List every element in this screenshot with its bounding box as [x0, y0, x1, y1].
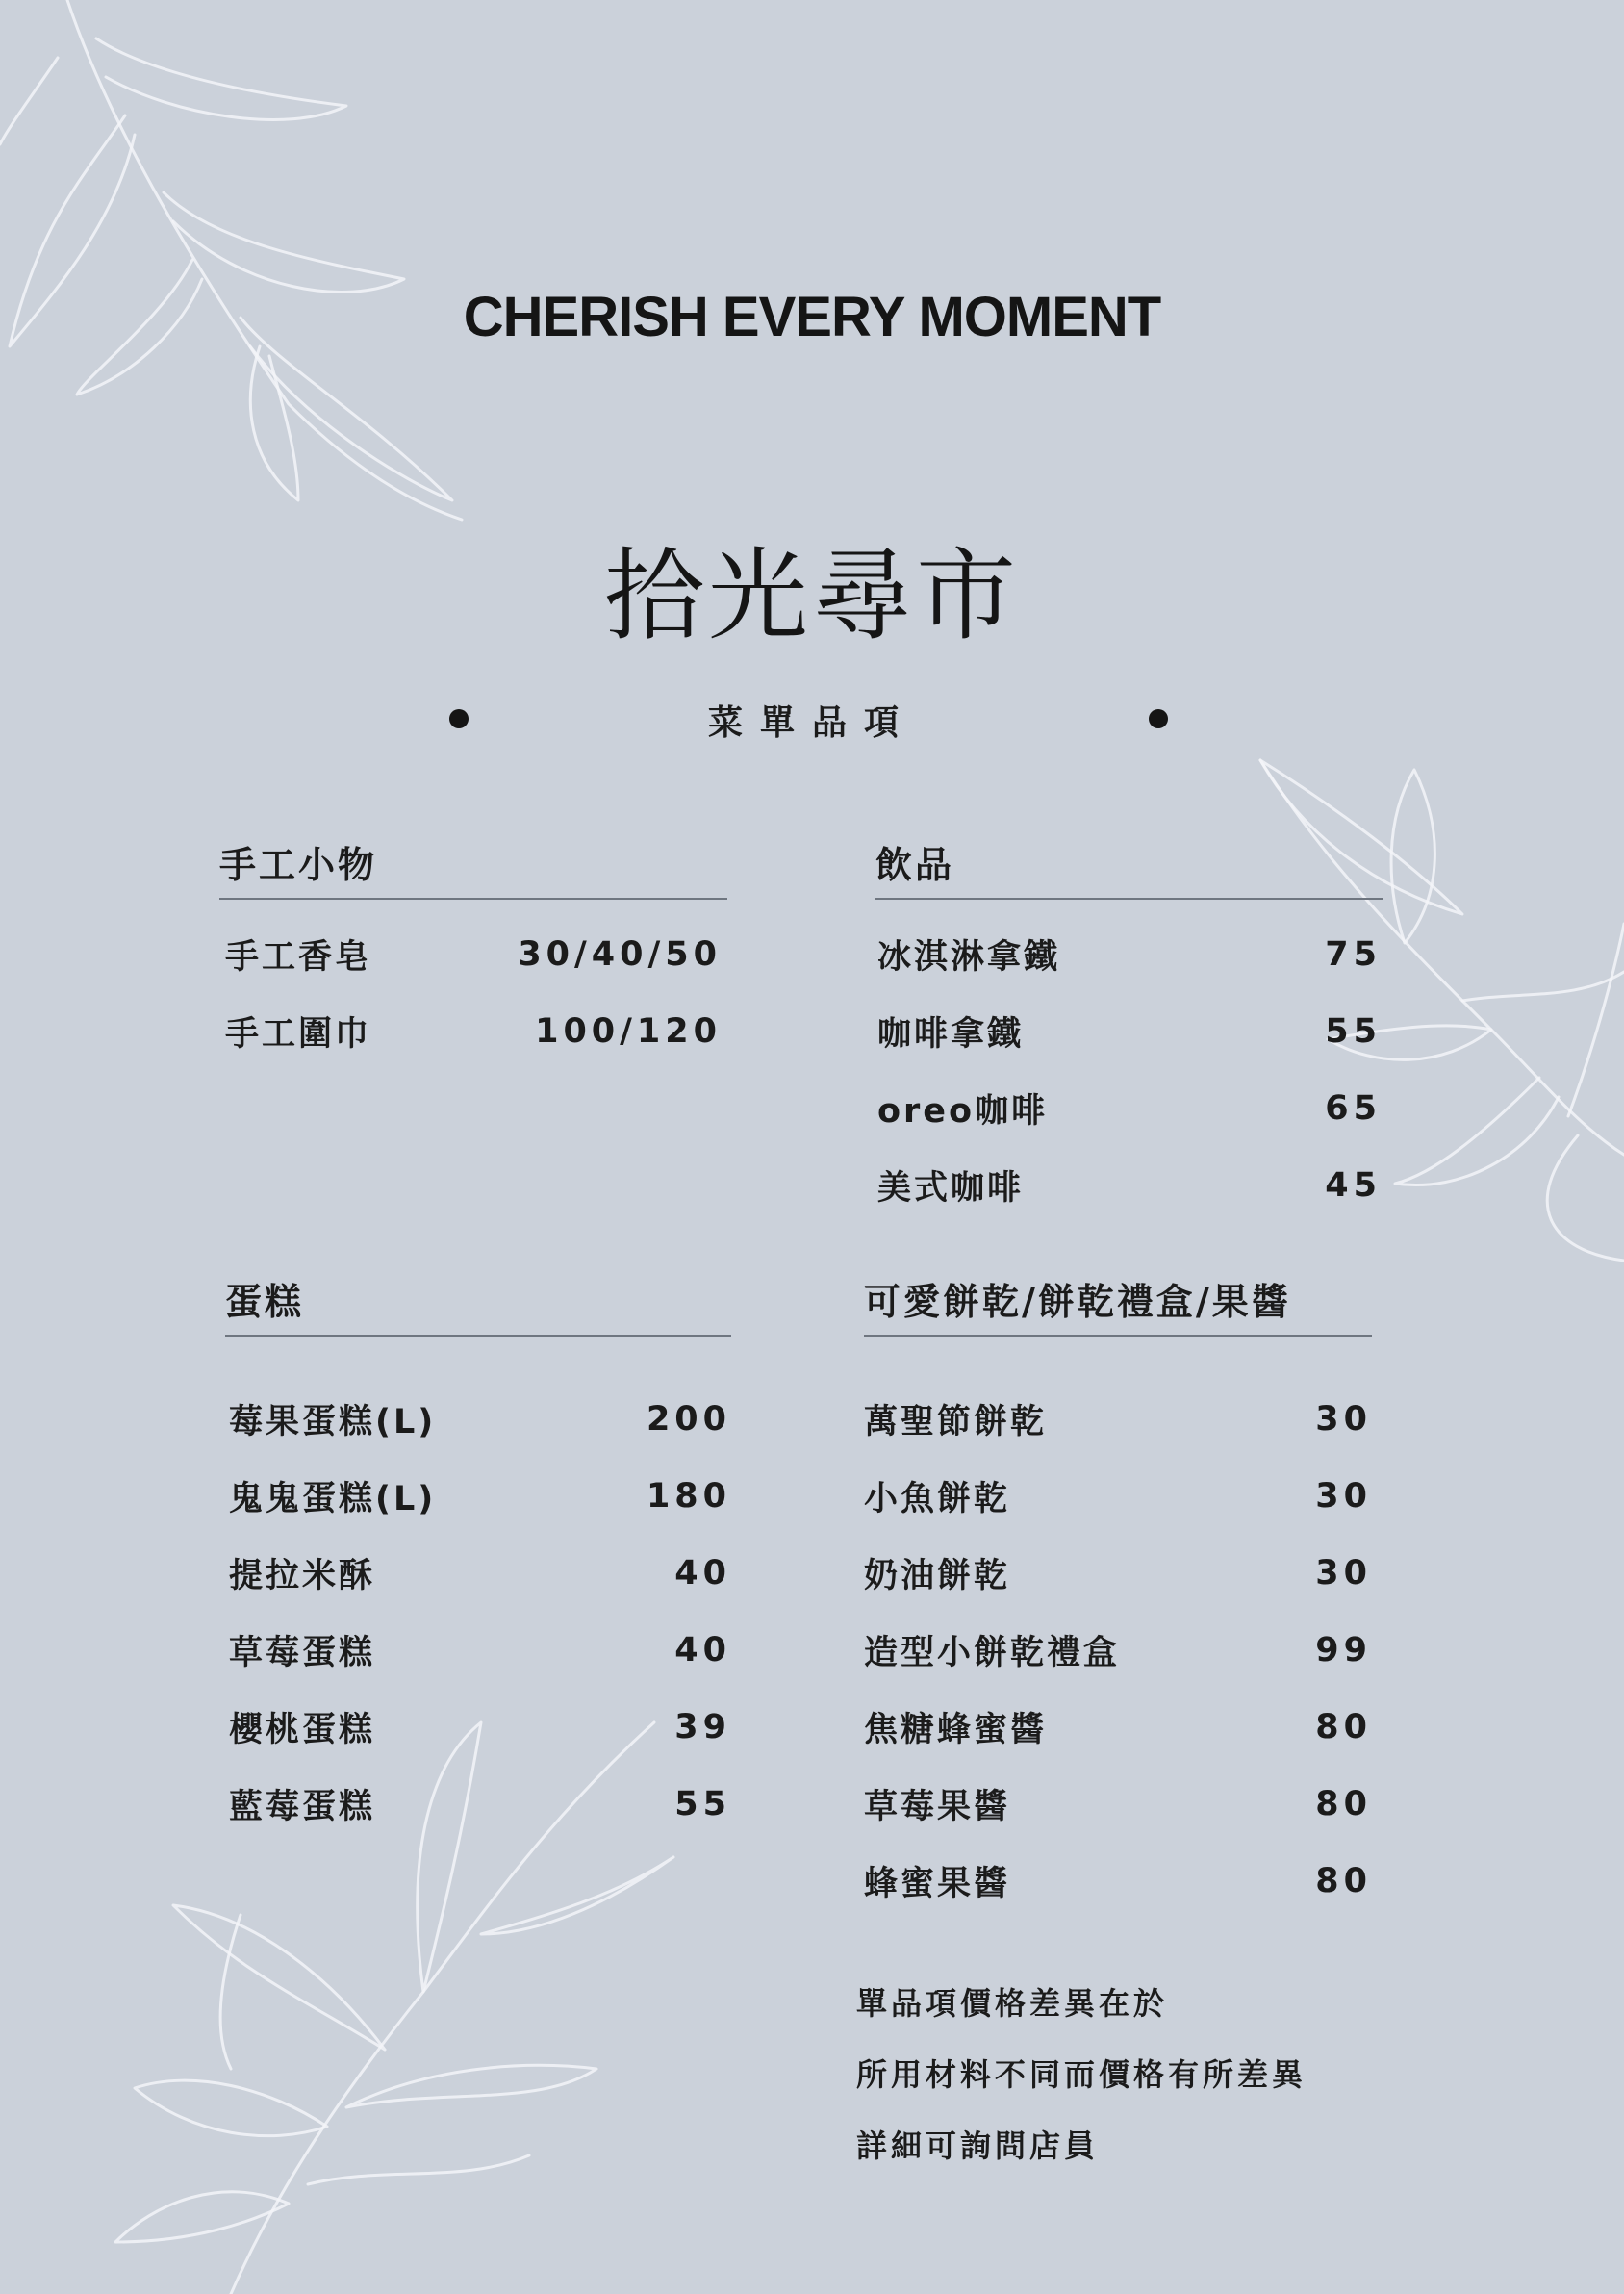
menu-item — [229, 1381, 731, 1458]
item-price: 55 — [674, 1785, 731, 1823]
menu-item — [877, 916, 1382, 993]
item-price: 30/40/50 — [518, 935, 722, 974]
item-name: 提拉米酥 — [229, 1557, 376, 1595]
menu-item — [864, 1612, 1372, 1689]
item-name: 草莓果醬 — [864, 1788, 1011, 1826]
item-price: 45 — [1325, 1166, 1382, 1205]
item-name: 手工香皂 — [225, 938, 372, 977]
cakes-item-list — [229, 1381, 731, 1843]
item-price: 55 — [1325, 1012, 1382, 1051]
note-line: 所用材料不同而價格有所差異 — [856, 2056, 1307, 2093]
item-name: oreo咖啡 — [877, 1092, 1049, 1131]
note-line: 單品項價格差異在於 — [856, 1985, 1169, 2022]
item-price: 100/120 — [535, 1012, 722, 1051]
menu-item — [229, 1458, 731, 1535]
menu-item — [864, 1689, 1372, 1766]
menu-item — [229, 1689, 731, 1766]
section-heading-handmade: 手工小物 — [219, 835, 727, 900]
menu-item — [864, 1381, 1372, 1458]
menu-item — [229, 1766, 731, 1843]
item-price: 80 — [1315, 1708, 1372, 1746]
item-name: 蜂蜜果醬 — [864, 1865, 1011, 1903]
item-price: 30 — [1315, 1477, 1372, 1516]
menu-item — [877, 993, 1382, 1070]
item-price: 40 — [674, 1631, 731, 1670]
menu-item — [864, 1766, 1372, 1843]
menu-item — [225, 993, 722, 1070]
leaf-decoration-top-left — [0, 0, 500, 539]
shop-title: 拾光尋市 — [603, 537, 1020, 654]
item-name: 造型小餅乾禮盒 — [864, 1634, 1121, 1672]
item-name: 咖啡拿鐵 — [877, 1015, 1025, 1054]
item-name: 小魚餅乾 — [864, 1480, 1011, 1518]
section-heading-cookies: 可愛餅乾/餅乾禮盒/果醬 — [864, 1272, 1372, 1337]
tagline: CHERISH EVERY MOMENT — [463, 286, 1161, 348]
item-name: 櫻桃蛋糕 — [229, 1711, 376, 1749]
menu-subtitle: 菜單品項 — [707, 703, 916, 743]
item-name: 鬼鬼蛋糕(L) — [229, 1480, 437, 1518]
item-name: 莓果蛋糕(L) — [229, 1403, 437, 1441]
item-name: 美式咖啡 — [877, 1169, 1025, 1208]
item-price: 30 — [1315, 1400, 1372, 1439]
item-price: 30 — [1315, 1554, 1372, 1593]
menu-item — [864, 1843, 1372, 1920]
drinks-item-list — [877, 916, 1382, 1224]
item-price: 180 — [646, 1477, 731, 1516]
item-price: 200 — [646, 1400, 731, 1439]
price-note — [856, 1968, 1307, 2181]
item-price: 40 — [674, 1554, 731, 1593]
menu-item — [229, 1612, 731, 1689]
item-price: 75 — [1325, 935, 1382, 974]
item-price: 80 — [1315, 1785, 1372, 1823]
item-name: 冰淇淋拿鐵 — [877, 938, 1061, 977]
cookies-item-list — [864, 1381, 1372, 1920]
item-price: 80 — [1315, 1862, 1372, 1900]
menu-item — [229, 1535, 731, 1612]
item-price: 99 — [1315, 1631, 1372, 1670]
item-name: 焦糖蜂蜜醬 — [864, 1711, 1048, 1749]
item-name: 草莓蛋糕 — [229, 1634, 376, 1672]
menu-item — [877, 1147, 1382, 1224]
item-name: 藍莓蛋糕 — [229, 1788, 376, 1826]
item-name: 手工圍巾 — [225, 1015, 372, 1054]
menu-item — [864, 1535, 1372, 1612]
item-name: 萬聖節餅乾 — [864, 1403, 1048, 1441]
section-heading-cakes: 蛋糕 — [225, 1272, 731, 1337]
note-line: 詳細可詢問店員 — [856, 2128, 1100, 2164]
menu-item — [225, 916, 722, 993]
item-price: 65 — [1325, 1089, 1382, 1128]
item-price: 39 — [674, 1708, 731, 1746]
menu-item — [877, 1070, 1382, 1147]
handmade-item-list — [225, 916, 722, 1070]
right-dot-ornament — [1149, 709, 1168, 728]
menu-item — [864, 1458, 1372, 1535]
section-heading-drinks: 飲品 — [875, 835, 1383, 900]
item-name: 奶油餅乾 — [864, 1557, 1011, 1595]
